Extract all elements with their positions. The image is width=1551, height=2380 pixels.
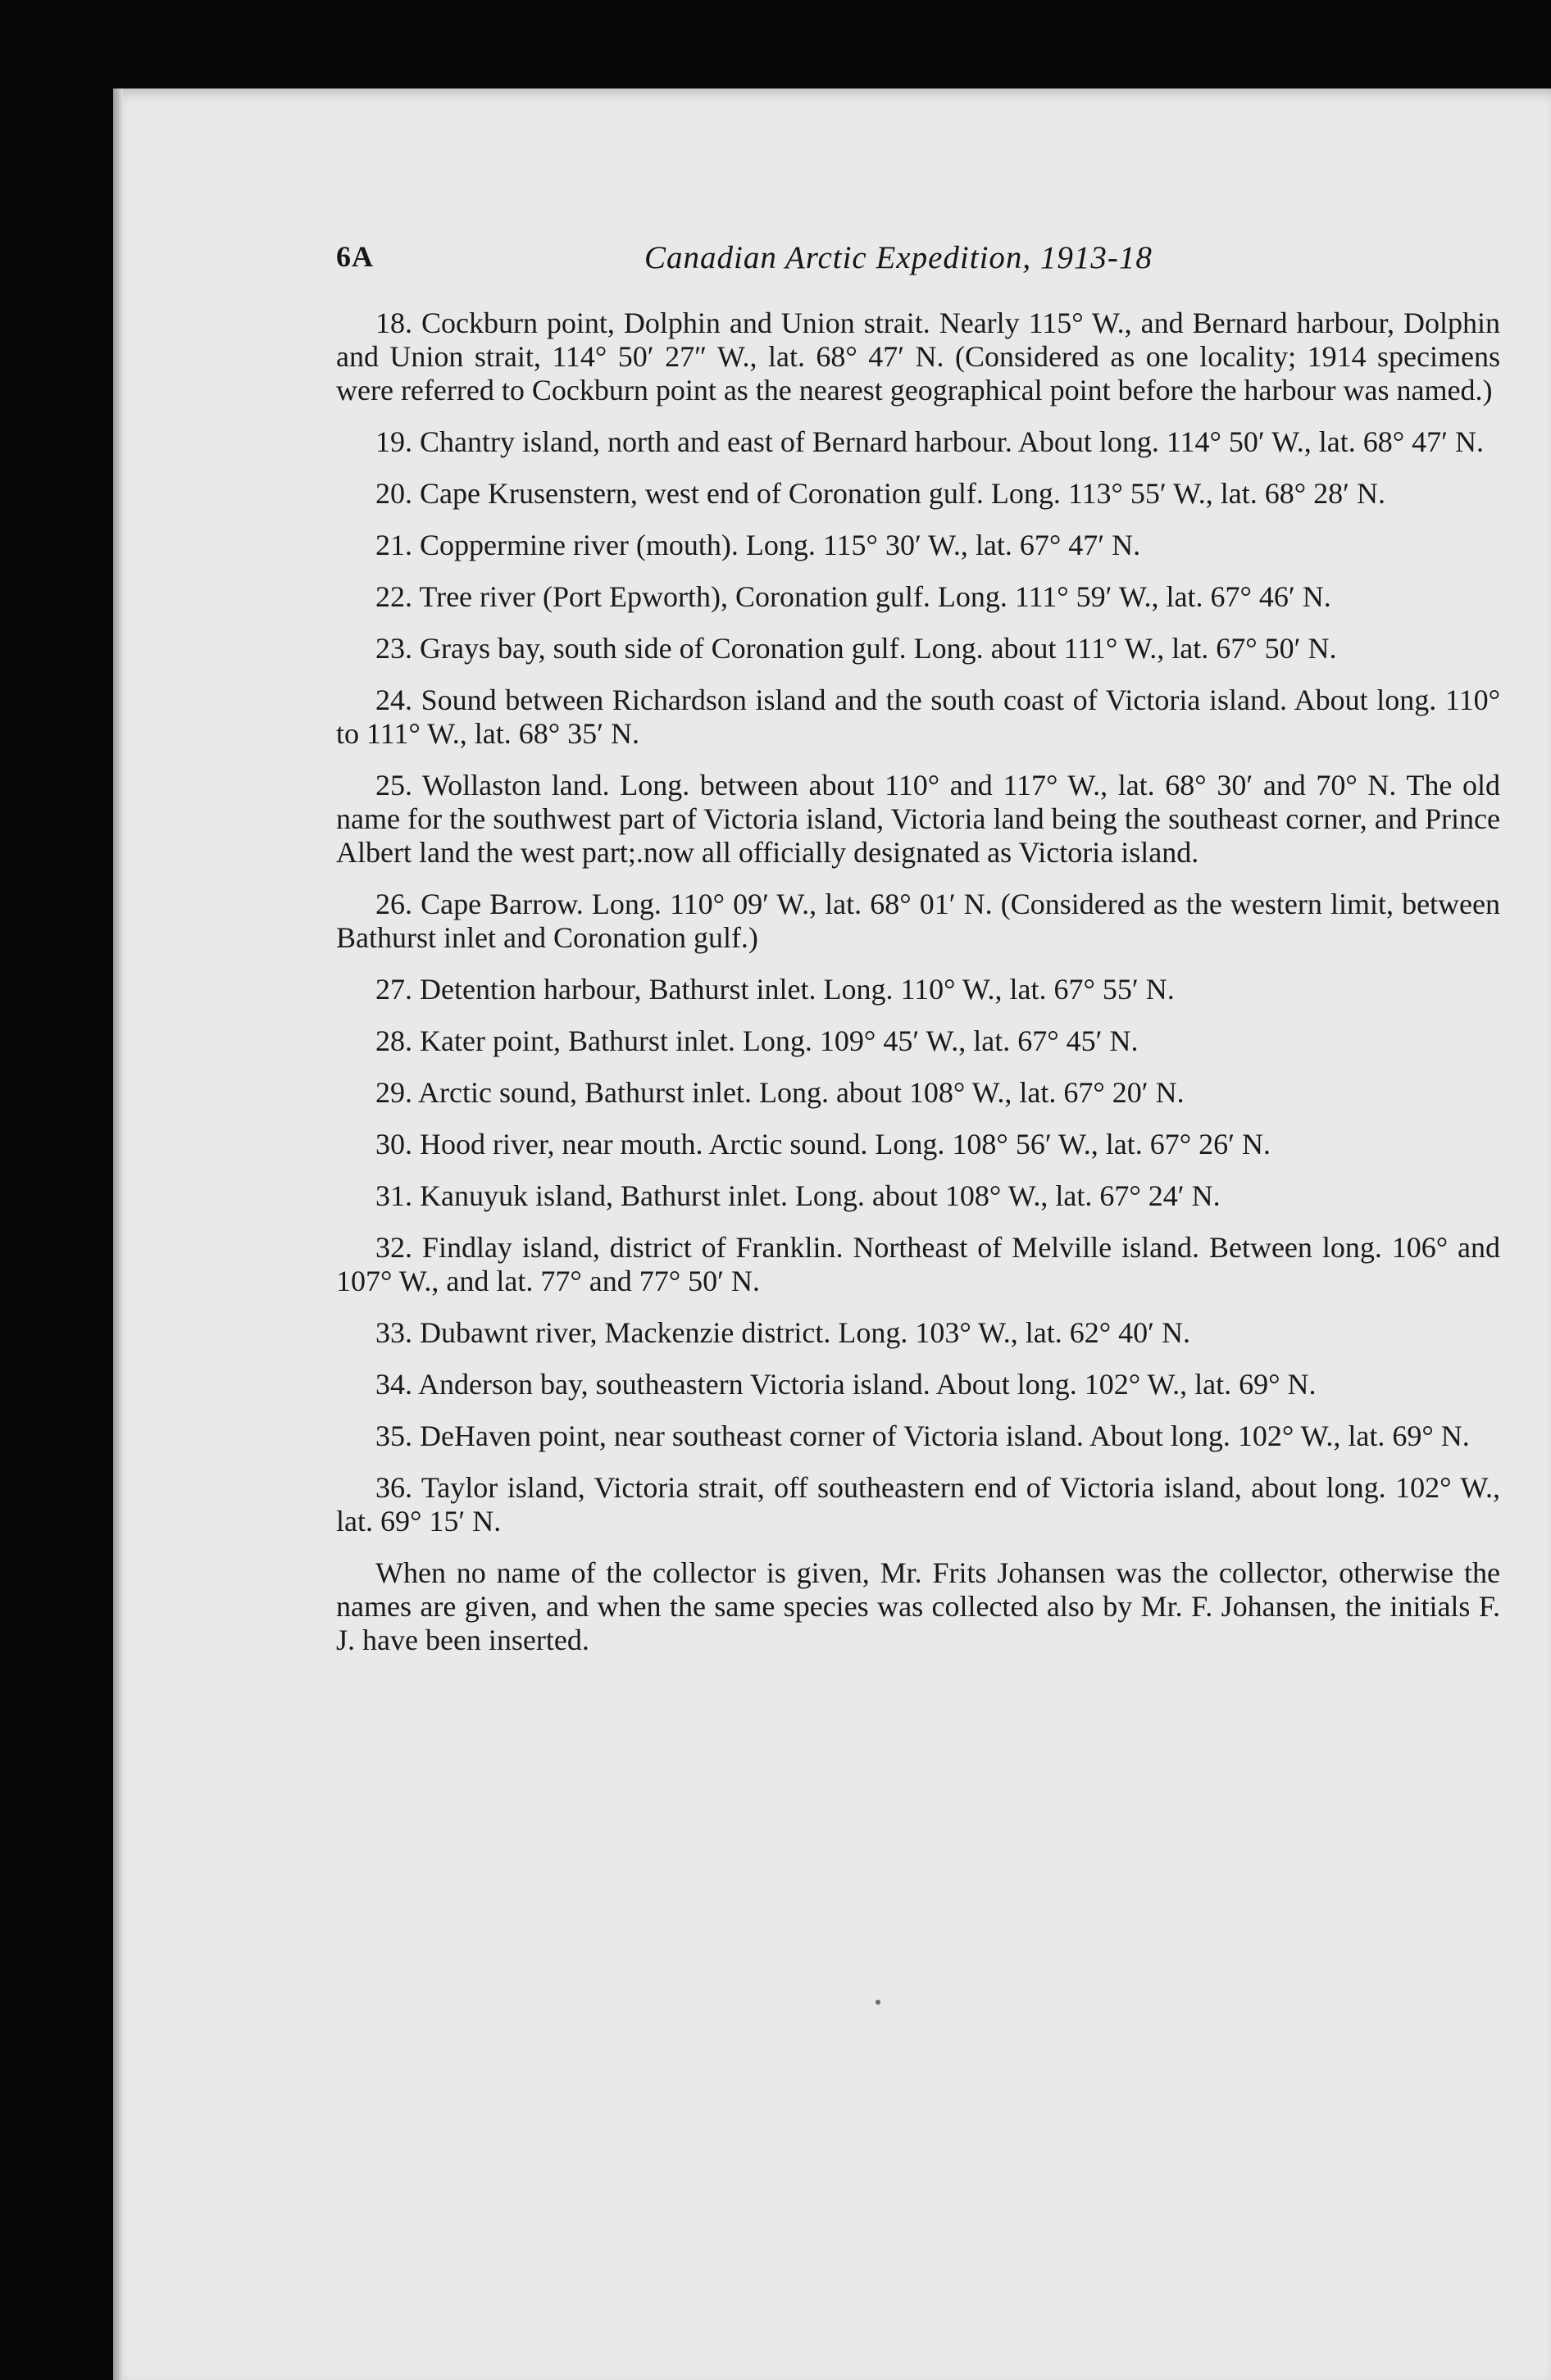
collector-note: When no name of the collector is given, Mr. Frits Johansen was the collector, otherwise the names are given, and when the same species was collected also by Mr. F. Johansen, the initials F. J. have been inserted. [336,1556,1500,1656]
entry-number: 31. [375,1179,412,1212]
entry-text: Findlay island, district of Franklin. Northeast of Melville island. Between long. 106° and 107° W., and lat. 77° and 77° 50′ N. [336,1231,1501,1297]
entry-text: Cockburn point, Dolphin and Union strait. Nearly 115° W., and Bernard harbour, Dolphin and Union strait, 114° 50′ 27″ W., lat. 68° 47′ N. (Considered as one locality; 1914 specimens were referred to Cockburn point as the nearest geographical point before the harbour was named.) [336,307,1500,407]
entry-number: 19. [375,425,412,458]
list-item [336,888,1500,955]
list-item [336,529,1500,562]
entry-number: 23. [375,632,412,665]
entry-text: Cape Barrow. Long. 110° 09′ W., lat. 68° 01′ N. (Considered as the western limit, between Bathurst inlet and Coronation gulf.) [336,888,1501,954]
list-item [336,477,1500,511]
entry-number: 27. [375,973,412,1006]
entry-text: Tree river (Port Epworth), Coronation gulf. Long. 111° 59′ W., lat. 67° 46′ N. [419,580,1331,613]
entry-number: 28. [375,1024,412,1057]
running-title: Canadian Arctic Expedition, 1913-18 [644,240,1153,275]
page-edge-shadow [113,89,123,2380]
entry-number: 21. [375,529,412,561]
entry-text: Hood river, near mouth. Arctic sound. Long. 108° 56′ W., lat. 67° 26′ N. [420,1128,1271,1160]
entry-number: 24. [375,684,412,716]
list-item [336,1024,1500,1058]
entry-text: Cape Krusenstern, west end of Coronation gulf. Long. 113° 55′ W., lat. 68° 28′ N. [420,477,1386,510]
list-item [336,632,1500,665]
list-item [336,684,1500,751]
list-item [336,425,1500,459]
list-item [336,1471,1500,1538]
entry-text: Sound between Richardson island and the south coast of Victoria island. About long. 110° to 111° W., lat. 68° 35′ N. [336,684,1500,750]
entry-number: 36. [375,1471,412,1504]
entry-text: Dubawnt river, Mackenzie district. Long. 103° W., lat. 62° 40′ N. [420,1316,1191,1349]
list-item [336,1316,1500,1350]
entry-number: 32. [375,1231,412,1264]
entry-number: 26. [375,888,412,920]
list-item [336,973,1500,1006]
entry-number: 22. [375,580,412,613]
list-item [336,1231,1500,1298]
list-item [336,1419,1500,1453]
scan-speck [876,2000,880,2005]
locality-list [336,307,1500,1657]
entry-text: Kanuyuk island, Bathurst inlet. Long. about 108° W., lat. 67° 24′ N. [420,1179,1221,1212]
entry-text: Chantry island, north and east of Bernard harbour. About long. 114° 50′ W., lat. 68° 47′ N. [420,425,1485,458]
list-item [336,769,1500,870]
list-item [336,580,1500,614]
entry-number: 20. [375,477,412,510]
list-item [336,1179,1500,1213]
list-item [336,307,1500,407]
entry-number: 29. [375,1076,412,1109]
list-item [336,1128,1500,1161]
entry-text: Wollaston land. Long. between about 110° and 117° W., lat. 68° 30′ and 70° N. The old name for the southwest part of Victoria island, Victoria land being the southeast corner, and Prince Albert land the west part;.now all officially designated as Victoria island. [336,769,1501,869]
list-item [336,1076,1500,1110]
entry-number: 30. [375,1128,412,1160]
entry-text: Detention harbour, Bathurst inlet. Long. 110° W., lat. 67° 55′ N. [420,973,1175,1006]
entry-number: 33. [375,1316,412,1349]
entry-number: 25. [375,769,412,802]
entry-text: Kater point, Bathurst inlet. Long. 109° 45′ W., lat. 67° 45′ N. [420,1024,1139,1057]
page-number: 6A [336,240,374,273]
entry-number: 34. [375,1368,412,1401]
entry-text: Anderson bay, southeastern Victoria island. About long. 102° W., lat. 69° N. [418,1368,1317,1401]
page-header [336,239,1500,285]
entry-text: Taylor island, Victoria strait, off southeastern end of Victoria island, about long. 102° W., lat. 69° 15′ N. [336,1471,1501,1537]
entry-text: Grays bay, south side of Coronation gulf. Long. about 111° W., lat. 67° 50′ N. [420,632,1337,665]
entry-number: 35. [375,1419,412,1452]
entry-text: DeHaven point, near southeast corner of Victoria island. About long. 102° W., lat. 69° N. [420,1419,1470,1452]
entry-text: Coppermine river (mouth). Long. 115° 30′ W., lat. 67° 47′ N. [420,529,1141,561]
entry-number: 18. [375,307,412,339]
list-item [336,1368,1500,1401]
entry-text: Arctic sound, Bathurst inlet. Long. about 108° W., lat. 67° 20′ N. [418,1076,1185,1109]
